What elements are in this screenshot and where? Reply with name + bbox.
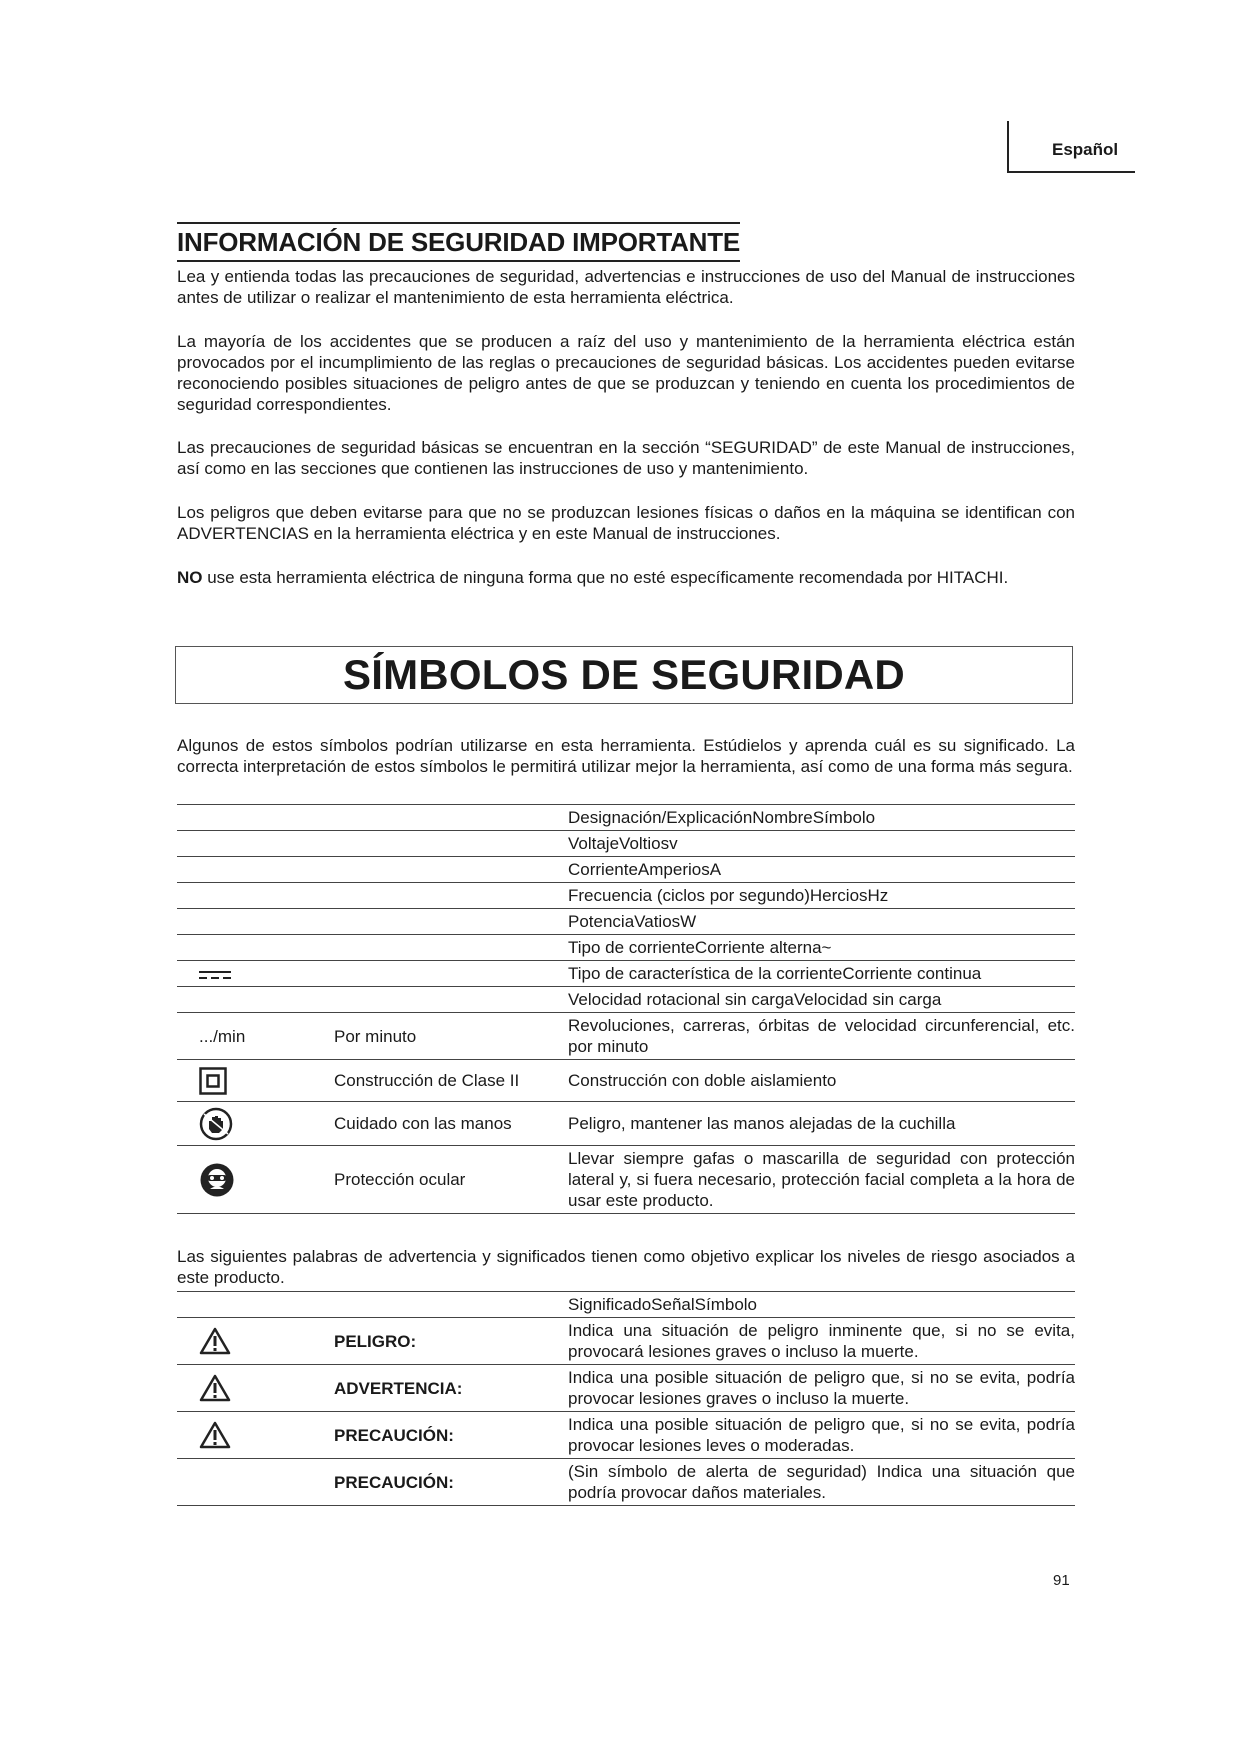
safety-paragraph-1: Lea y entienda todas las precauciones de seguridad, advertencias e instrucciones de uso del Manual de instrucciones antes de utilizar o realizar el mantenimiento de esta herramienta eléctrica. [177, 267, 1075, 307]
table-row [177, 1412, 1075, 1459]
row-desc: Peligro, mantener las manos alejadas de la cuchilla [568, 1102, 1075, 1146]
table-row [177, 961, 1075, 987]
symbols-table [177, 804, 1075, 1214]
eye-protection-icon [199, 1162, 235, 1198]
signal-word: PRECAUCIÓN: [334, 1412, 568, 1459]
table-row [177, 1318, 1075, 1365]
table-row [177, 1459, 1075, 1506]
safety-info-title: INFORMACIÓN DE SEGURIDAD IMPORTANTE [177, 222, 740, 262]
signal-meaning: Indica una posible situación de peligro que, si no se evita, podría provocar lesiones leves o moderadas. [568, 1412, 1075, 1459]
table-row [177, 1102, 1075, 1146]
table-row [177, 1365, 1075, 1412]
safety-paragraph-2: La mayoría de los accidentes que se producen a raíz del uso y mantenimiento de la herramienta eléctrica están provocados por el incumplimiento de las reglas o precauciones de seguridad básicas. Los accidentes pueden evitarse reconociendo posibles situaciones de peligro antes de que se produzcan y teniendo en cuenta los procedimientos de seguridad correspondientes. [177, 332, 1075, 414]
language-label: Español [1052, 140, 1119, 159]
page-number: 91 [1053, 1572, 1070, 1589]
row-desc: Tipo de corrienteCorriente alterna~ [568, 935, 1075, 961]
alert-triangle-icon [199, 1421, 231, 1449]
row-desc: Revoluciones, carreras, órbitas de velocidad circunferencial, etc. por minuto [568, 1013, 1075, 1060]
no-emphasis: NO [177, 568, 203, 587]
signal-words-intro: Las siguientes palabras de advertencia y significados tienen como objetivo explicar los niveles de riesgo asociados a este producto. [177, 1247, 1075, 1287]
table-row [177, 987, 1075, 1013]
table-header-text: Designación/ExplicaciónNombreSímbolo [568, 805, 1075, 831]
row-desc: Llevar siempre gafas o mascarilla de seguridad con protección lateral y, si fuera necesario, protección facial completa a la hora de usar este producto. [568, 1146, 1075, 1214]
signal-word: ADVERTENCIA: [334, 1365, 568, 1412]
row-name: Protección ocular [334, 1146, 568, 1214]
table-row [177, 857, 1075, 883]
table-row [177, 883, 1075, 909]
row-desc: CorrienteAmperiosA [568, 857, 1075, 883]
alert-triangle-icon [199, 1374, 231, 1402]
table-header-row [177, 1292, 1075, 1318]
signal-meaning: Indica una situación de peligro inminente que, si no se evita, provocará lesiones graves o incluso la muerte. [568, 1318, 1075, 1365]
row-desc: Tipo de característica de la corrienteCorriente continua [568, 961, 1075, 987]
table-header-row [177, 805, 1075, 831]
row-desc: VoltajeVoltiosv [568, 831, 1075, 857]
safety-paragraph-5-text: use esta herramienta eléctrica de ninguna forma que no esté específicamente recomendada por HITACHI. [202, 568, 1009, 587]
symbols-intro: Algunos de estos símbolos podrían utilizarse en esta herramienta. Estúdielos y aprenda cuál es su significado. La correcta interpretación de estos símbolos le permitirá utilizar mejor la herramienta, así como de una forma más segura. [177, 736, 1075, 776]
row-name: Por minuto [334, 1013, 568, 1060]
table-header-text: SignificadoSeñalSímbolo [568, 1292, 1075, 1318]
hand-warning-icon [199, 1107, 233, 1141]
row-name: Cuidado con las manos [334, 1102, 568, 1146]
table-row [177, 1146, 1075, 1214]
alert-triangle-icon [199, 1327, 231, 1355]
table-row [177, 1060, 1075, 1102]
table-row [177, 831, 1075, 857]
signal-word: PELIGRO: [334, 1318, 568, 1365]
double-insulation-icon [199, 1067, 227, 1095]
signal-meaning: Indica una posible situación de peligro que, si no se evita, podría provocar lesiones graves o incluso la muerte. [568, 1365, 1075, 1412]
safety-paragraph-3: Las precauciones de seguridad básicas se encuentran en la sección “SEGURIDAD” de este Manual de instrucciones, así como en las secciones que contienen las instrucciones de uso y mantenimiento. [177, 438, 1075, 478]
table-row [177, 935, 1075, 961]
symbols-title-box [175, 646, 1073, 704]
direct-current-icon [199, 970, 233, 980]
row-desc: PotenciaVatiosW [568, 909, 1075, 935]
row-desc: Construcción con doble aislamiento [568, 1060, 1075, 1102]
safety-paragraph-4: Los peligros que deben evitarse para que no se produzcan lesiones físicas o daños en la máquina se identifican con ADVERTENCIAS en la herramienta eléctrica y en este Manual de instrucciones. [177, 503, 1075, 543]
row-name: Construcción de Clase II [334, 1060, 568, 1102]
symbols-title: SÍMBOLOS DE SEGURIDAD [343, 651, 905, 698]
signal-meaning: (Sin símbolo de alerta de seguridad) Indica una situación que podría provocar daños materiales. [568, 1459, 1075, 1506]
table-row [177, 909, 1075, 935]
row-desc: Frecuencia (ciclos por segundo)HerciosHz [568, 883, 1075, 909]
per-minute-symbol: .../min [177, 1013, 334, 1060]
safety-paragraph-5 [177, 567, 1075, 588]
signal-words-table [177, 1291, 1075, 1506]
signal-word: PRECAUCIÓN: [334, 1459, 568, 1506]
table-row [177, 1013, 1075, 1060]
row-desc: Velocidad rotacional sin cargaVelocidad sin carga [568, 987, 1075, 1013]
